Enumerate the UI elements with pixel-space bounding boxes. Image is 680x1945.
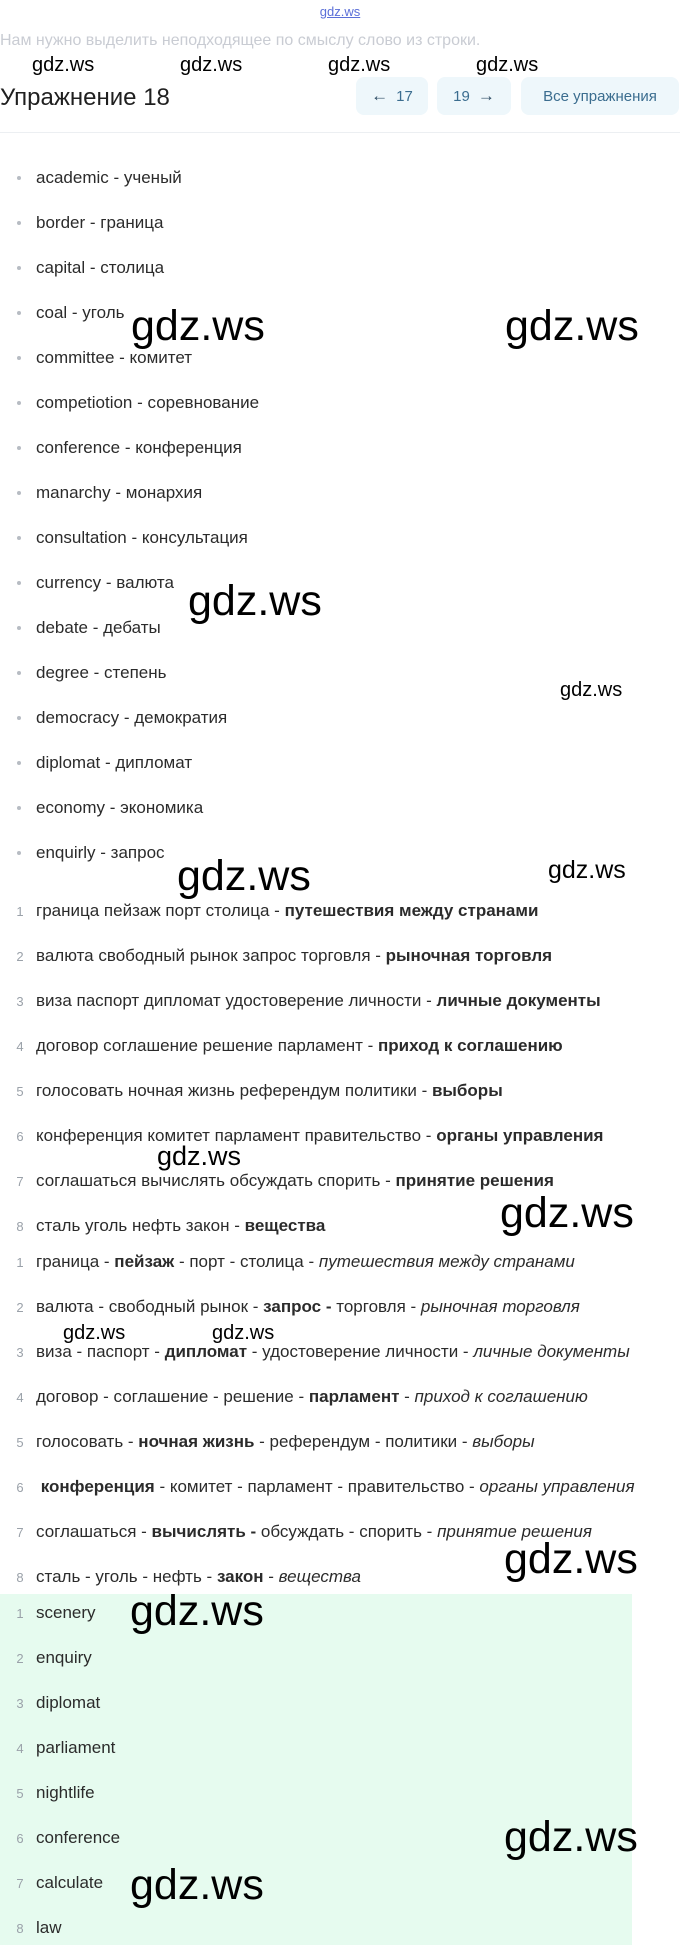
item-number: 3 — [16, 993, 24, 1009]
answer-ru-item — [0, 1247, 680, 1277]
vocab-ru: граница — [100, 213, 164, 232]
task-text: Нам нужно выделить неподходящее по смыслу слово из строки. — [0, 32, 481, 49]
answer-ru-text — [36, 1432, 535, 1452]
vocab-ru: дебаты — [103, 618, 161, 637]
vocab-en: debate — [36, 618, 88, 637]
next-exercise-button[interactable] — [437, 77, 511, 115]
vocab-en: consultation — [36, 528, 127, 547]
answer-topic: приход к соглашению — [414, 1387, 588, 1406]
vocab-item — [0, 388, 680, 418]
bullet-icon — [17, 221, 21, 225]
answer-ru-item — [0, 1382, 680, 1412]
bullet-icon — [17, 851, 21, 855]
next-exercise-label: 19 — [453, 87, 470, 105]
group-item — [0, 1031, 680, 1061]
group-text: виза паспорт дипломат удостоверение личности - личные документы — [36, 991, 601, 1010]
watermark: gdz.ws — [548, 856, 626, 884]
watermark: gdz.ws — [328, 54, 391, 76]
item-number: 2 — [16, 948, 24, 964]
bullet-icon — [17, 311, 21, 315]
odd-word: ночная жизнь — [138, 1432, 255, 1451]
vocab-text: currency - валюта — [36, 573, 174, 592]
answer-after: - — [263, 1567, 279, 1586]
vocab-text: consultation - консультация — [36, 528, 248, 547]
item-number: 7 — [16, 1524, 24, 1540]
watermark: gdz.ws — [500, 1189, 634, 1237]
watermark: gdz.ws — [131, 302, 265, 350]
bullet-icon — [17, 626, 21, 630]
vocab-ru: демократия — [134, 708, 228, 727]
item-number: 5 — [16, 1785, 24, 1801]
vocab-en: competiotion — [36, 393, 133, 412]
answer-en-word: nightlife — [36, 1783, 95, 1802]
watermark: gdz.ws — [63, 1322, 126, 1344]
bullet-icon — [17, 536, 21, 540]
item-number: 2 — [16, 1650, 24, 1666]
odd-word: вычислять - — [151, 1522, 257, 1541]
odd-word: парламент — [308, 1387, 400, 1406]
watermark: gdz.ws — [180, 54, 243, 76]
answer-topic: личные документы — [473, 1342, 630, 1361]
item-number: 7 — [16, 1875, 24, 1891]
odd-word: конференция — [40, 1477, 155, 1496]
vocab-text: economy - экономика — [36, 798, 204, 817]
answer-before: договор - соглашение - решение - — [36, 1387, 309, 1406]
group-item — [0, 1076, 680, 1106]
group-words: договор соглашение решение парламент — [36, 1036, 363, 1055]
item-number: 1 — [16, 1254, 24, 1270]
item-number: 4 — [16, 1389, 24, 1405]
vocab-en: academic — [36, 168, 109, 187]
answer-topic: путешествия между странами — [318, 1252, 575, 1271]
group-words: виза паспорт дипломат удостоверение личности — [36, 991, 422, 1010]
watermark: gdz.ws — [504, 1535, 638, 1583]
answer-en-word: law — [36, 1918, 62, 1937]
vocab-ru: ученый — [123, 168, 182, 187]
vocab-en: enquirly — [36, 843, 96, 862]
answer-en-word: parliament — [36, 1738, 116, 1757]
answer-ru-text — [36, 1567, 361, 1587]
group-topic: рыночная торговля — [385, 946, 553, 965]
vocab-ru: дипломат — [115, 753, 193, 772]
item-number: 8 — [16, 1920, 24, 1936]
item-number: 6 — [16, 1830, 24, 1846]
watermark: gdz.ws — [130, 1861, 264, 1909]
vocab-ru: столица — [100, 258, 165, 277]
answer-after: обсуждать - спорить - — [256, 1522, 438, 1541]
group-topic: вещества — [244, 1216, 326, 1235]
bullet-icon — [17, 581, 21, 585]
vocab-en: committee — [36, 348, 115, 367]
group-words: граница пейзаж порт столица — [36, 901, 270, 920]
vocab-en: border — [36, 213, 86, 232]
item-number: 6 — [16, 1479, 24, 1495]
vocab-text: debate - дебаты — [36, 618, 161, 637]
group-topic: личные документы — [436, 991, 601, 1010]
item-number: 2 — [16, 1299, 24, 1315]
vocab-text: capital - столица — [36, 258, 165, 277]
bullet-icon — [17, 806, 21, 810]
watermark: gdz.ws — [476, 54, 539, 76]
watermark: gdz.ws — [504, 1813, 638, 1861]
answer-before: валюта - свободный рынок - — [36, 1297, 264, 1316]
item-number: 5 — [16, 1083, 24, 1099]
answer-ru-text — [36, 1342, 630, 1362]
arrow-right-icon: → — [477, 86, 495, 105]
vocab-item — [0, 748, 680, 778]
vocab-text: coal - уголь — [36, 303, 125, 322]
item-number: 7 — [16, 1173, 24, 1189]
answer-en-item — [0, 1778, 680, 1808]
watermark: gdz.ws — [130, 1587, 264, 1635]
vocab-text: enquirly - запрос — [36, 843, 165, 862]
item-number: 1 — [16, 903, 24, 919]
vocab-en: democracy — [36, 708, 120, 727]
answer-before: соглашаться - — [36, 1522, 152, 1541]
item-number: 1 — [16, 1605, 24, 1621]
item-number: 8 — [16, 1218, 24, 1234]
answer-after: - референдум - политики - — [254, 1432, 473, 1451]
answer-ru-text — [36, 1252, 575, 1272]
answer-topic: выборы — [472, 1432, 535, 1451]
answer-after: - порт - столица - — [174, 1252, 319, 1271]
vocab-item — [0, 793, 680, 823]
vocab-item — [0, 568, 680, 598]
vocab-ru: уголь — [82, 303, 125, 322]
vocab-text: border - граница — [36, 213, 164, 232]
group-text: голосовать ночная жизнь референдум политики - выборы — [36, 1081, 503, 1100]
group-words: сталь уголь нефть закон — [36, 1216, 230, 1235]
vocab-en: degree — [36, 663, 89, 682]
vocab-ru: монархия — [125, 483, 203, 502]
group-text: конференция комитет парламент правительство - органы управления — [36, 1126, 604, 1145]
vocab-item — [0, 253, 680, 283]
answer-ru-item — [0, 1292, 680, 1322]
vocab-text: competiotion - соревнование — [36, 393, 260, 412]
vocab-item — [0, 523, 680, 553]
item-number: 6 — [16, 1128, 24, 1144]
answer-ru-item — [0, 1472, 680, 1502]
group-text: граница пейзаж порт столица - путешествия между странами — [36, 901, 539, 920]
vocab-en: conference — [36, 438, 121, 457]
odd-word: запрос - — [263, 1297, 332, 1316]
answer-ru-text — [36, 1387, 588, 1407]
group-topic: путешествия между странами — [284, 901, 539, 920]
group-item — [0, 896, 680, 926]
item-number: 4 — [16, 1740, 24, 1756]
watermark: gdz.ws — [188, 577, 322, 625]
prev-exercise-button[interactable] — [356, 77, 428, 115]
header-divider — [0, 132, 680, 133]
answer-after: торговля - — [331, 1297, 421, 1316]
answer-before: голосовать - — [36, 1432, 139, 1451]
vocab-ru: запрос — [110, 843, 165, 862]
group-topic: приход к соглашению — [378, 1036, 563, 1055]
vocab-ru: валюта — [116, 573, 174, 592]
answer-after: - удостоверение личности - — [247, 1342, 474, 1361]
vocab-item — [0, 613, 680, 643]
answer-en-word: enquiry — [36, 1648, 92, 1667]
bullet-icon — [17, 356, 21, 360]
watermark: gdz.ws — [212, 1322, 275, 1344]
bullet-icon — [17, 401, 21, 405]
vocab-text: manarchy - монархия — [36, 483, 203, 502]
answer-ru-text — [36, 1297, 580, 1317]
vocab-en: manarchy — [36, 483, 111, 502]
vocab-text: academic - ученый — [36, 168, 182, 187]
vocab-item — [0, 208, 680, 238]
answer-before: виза - паспорт - — [36, 1342, 165, 1361]
group-text: договор соглашение решение парламент - приход к соглашению — [36, 1036, 563, 1055]
answer-topic: рыночная торговля — [420, 1297, 580, 1316]
vocab-item — [0, 163, 680, 193]
vocab-ru: комитет — [129, 348, 193, 367]
vocab-en: currency — [36, 573, 102, 592]
vocab-item — [0, 703, 680, 733]
vocab-ru: консультация — [141, 528, 248, 547]
bullet-icon — [17, 671, 21, 675]
bullet-icon — [17, 266, 21, 270]
answer-topic: вещества — [278, 1567, 361, 1586]
vocab-en: capital — [36, 258, 86, 277]
bullet-icon — [17, 491, 21, 495]
group-text: валюта свободный рынок запрос торговля - рыночная торговля — [36, 946, 553, 965]
answer-topic: принятие решения — [437, 1522, 592, 1541]
bullet-icon — [17, 761, 21, 765]
answer-en-word: calculate — [36, 1873, 104, 1892]
page-title: Упражнение 18 — [0, 84, 170, 111]
bullet-icon — [17, 446, 21, 450]
group-text: соглашаться вычислять обсуждать спорить - принятие решения — [36, 1171, 554, 1190]
watermark: gdz.ws — [32, 54, 95, 76]
vocab-text: diplomat - дипломат — [36, 753, 193, 772]
group-words: конференция комитет парламент правительство — [36, 1126, 422, 1145]
vocab-text: committee - комитет — [36, 348, 193, 367]
vocab-text: conference - конференция — [36, 438, 242, 457]
odd-word: пейзаж — [114, 1252, 175, 1271]
item-number: 8 — [16, 1569, 24, 1585]
vocab-ru: экономика — [120, 798, 204, 817]
vocab-ru: степень — [104, 663, 167, 682]
watermark: gdz.ws — [177, 852, 311, 900]
odd-word: закон — [216, 1567, 264, 1586]
answer-en-item — [0, 1733, 680, 1763]
group-item — [0, 986, 680, 1016]
vocab-ru: конференция — [135, 438, 242, 457]
all-exercises-label: Все упражнения — [543, 87, 657, 105]
group-topic: принятие решения — [395, 1171, 554, 1190]
vocab-item — [0, 433, 680, 463]
group-item — [0, 941, 680, 971]
answer-before: сталь - уголь - нефть - — [36, 1567, 217, 1586]
answer-en-item — [0, 1688, 680, 1718]
answer-en-item — [0, 1598, 680, 1628]
watermark: gdz.ws — [560, 679, 623, 701]
group-topic: выборы — [431, 1081, 503, 1100]
group-text: сталь уголь нефть закон - вещества — [36, 1216, 326, 1235]
site-link[interactable]: gdz.ws — [319, 4, 361, 19]
group-words: валюта свободный рынок запрос торговля — [36, 946, 371, 965]
vocab-en: diplomat — [36, 753, 101, 772]
vocab-ru: соревнование — [147, 393, 260, 412]
vocab-item — [0, 478, 680, 508]
item-number: 3 — [16, 1695, 24, 1711]
vocab-text: degree - степень — [36, 663, 167, 682]
item-number: 5 — [16, 1434, 24, 1450]
group-words: соглашаться вычислять обсуждать спорить — [36, 1171, 381, 1190]
answer-en-item — [0, 1643, 680, 1673]
answer-en-item — [0, 1913, 680, 1943]
vocab-en: economy — [36, 798, 105, 817]
group-words: голосовать ночная жизнь референдум политики — [36, 1081, 417, 1100]
prev-exercise-label: 17 — [396, 87, 413, 105]
all-exercises-button[interactable] — [521, 77, 679, 115]
vocab-en: coal — [36, 303, 68, 322]
answer-after: - комитет - парламент - правительство - — [154, 1477, 480, 1496]
vocab-text: democracy - демократия — [36, 708, 228, 727]
item-number: 3 — [16, 1344, 24, 1360]
odd-word: дипломат — [164, 1342, 248, 1361]
answer-after: - — [399, 1387, 415, 1406]
answer-ru-item — [0, 1427, 680, 1457]
bullet-icon — [17, 716, 21, 720]
group-item — [0, 1121, 680, 1151]
watermark: gdz.ws — [157, 1141, 242, 1171]
arrow-left-icon: ← — [371, 86, 389, 105]
answer-en-word: diplomat — [36, 1693, 101, 1712]
answer-topic: органы управления — [479, 1477, 635, 1496]
item-number: 4 — [16, 1038, 24, 1054]
group-topic: органы управления — [436, 1126, 604, 1145]
answer-en-item — [0, 1868, 680, 1898]
answer-ru-text — [36, 1477, 635, 1497]
watermark: gdz.ws — [505, 302, 639, 350]
answer-en-word: scenery — [36, 1603, 96, 1622]
answer-en-word: conference — [36, 1828, 121, 1847]
bullet-icon — [17, 176, 21, 180]
answer-before: граница - — [36, 1252, 115, 1271]
